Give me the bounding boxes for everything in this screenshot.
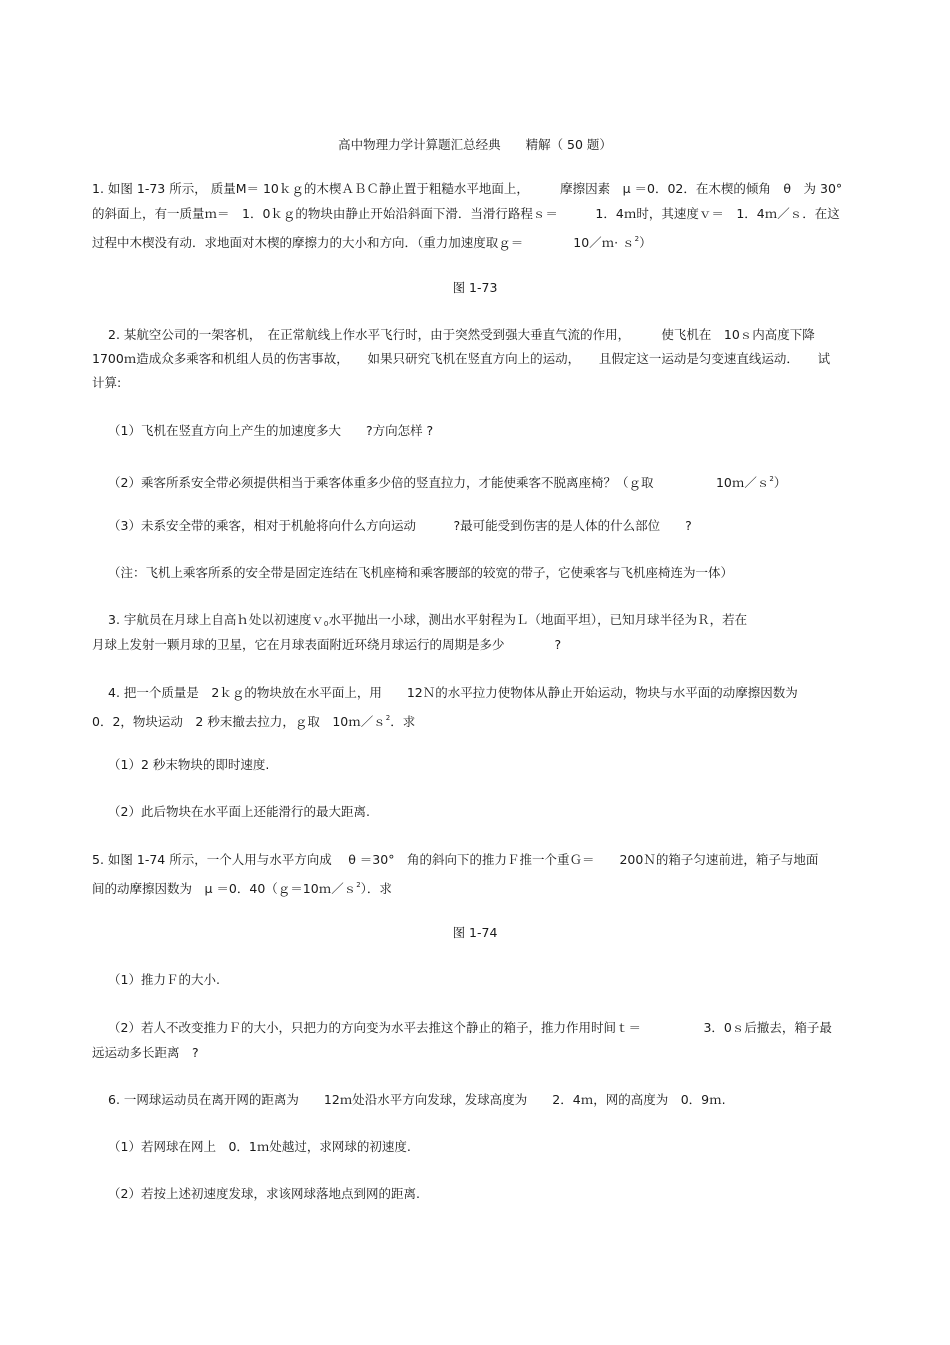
document-title: 高中物理力学计算题汇总经典 精解（ 50 题） [338, 137, 612, 152]
q6-sub-1: （1）若网球在网上 0．1ｍ处越过，求网球的初速度. [108, 1139, 411, 1154]
q1-line-1: 1. 如图 1-73 所示， 质量M＝ 10ｋｇ的木楔ＡＢＣ静止置于粗糙水平地面上， 摩擦因素 μ ＝0．02．在木楔的倾角 θ 为 30° [92, 181, 843, 196]
figure-caption-1-74: 图 1-74 [452, 925, 498, 940]
q1-line-3: 过程中木楔没有动．求地面对木楔的摩擦力的大小和方向．（重力加速度取ｇ＝ 10／ｍ· ｓ$^2$） [92, 235, 652, 250]
q5-line-1: 5. 如图 1-74 所示，一个人用与水平方向成 θ ＝30° 角的斜向下的推力Ｆ推一个重Ｇ＝ 200Ｎ的箱子匀速前进，箱子与地面 [92, 852, 819, 867]
q3-line-1: 3. 宇航员在月球上自高ｈ处以初速度ｖ$_0$水平抛出一小球，测出水平射程为Ｌ（地面平坦），已知月球半径为Ｒ，若在 [108, 612, 748, 628]
q5-sub-2-line-1: （2）若人不改变推力Ｆ的大小，只把力的方向变为水平去推这个静止的箱子，推力作用时间ｔ＝ 3．0ｓ后撤去，箱子最 [108, 1020, 832, 1035]
q2-note: （注：飞机上乘客所系的安全带是固定连结在飞机座椅和乘客腰部的较宽的带子，它使乘客与飞机座椅连为一体） [108, 565, 734, 580]
q2-line-1: 2. 某航空公司的一架客机， 在正常航线上作水平飞行时，由于突然受到强大垂直气流的作用， 使飞机在 10ｓ内高度下降 [108, 327, 815, 342]
q2-sub-2: （2）乘客所系安全带必须提供相当于乘客体重多少倍的竖直拉力，才能使乘客不脱离座椅？（ｇ取 10ｍ／ｓ$^2$） [108, 475, 787, 490]
q5-sub-1: （1）推力Ｆ的大小. [108, 972, 220, 987]
q5-sub-2-line-2: 远运动多长距离 ? [92, 1045, 199, 1060]
q3-line-2: 月球上发射一颗月球的卫星，它在月球表面附近环绕月球运行的周期是多少 ? [92, 637, 562, 652]
q2-sub-1: （1）飞机在竖直方向上产生的加速度多大 ?方向怎样 ? [108, 423, 434, 438]
q1-line-2: 的斜面上，有一质量ｍ＝ 1．0ｋｇ的物块由静止开始沿斜面下滑．当滑行路程ｓ＝ 1．4ｍ时，其速度ｖ＝ 1．4ｍ／ｓ．在这 [92, 206, 840, 221]
q5-line-2: 间的动摩擦因数为 μ ＝0．40（ｇ＝10ｍ／ｓ$^2$）．求 [92, 881, 392, 896]
figure-caption-1-73: 图 1-73 [452, 280, 498, 295]
q4-sub-2: （2）此后物块在水平面上还能滑行的最大距离. [108, 804, 370, 819]
q6-line-1: 6. 一网球运动员在离开网的距离为 12ｍ处沿水平方向发球，发球高度为 2．4ｍ，网的高度为 0．9ｍ. [108, 1092, 726, 1107]
q2-sub-3: （3）未系安全带的乘客，相对于机舱将向什么方向运动 ?最可能受到伤害的是人体的什么部位 ? [108, 518, 692, 533]
q2-line-2: 1700ｍ造成众多乘客和机组人员的伤害事故， 如果只研究飞机在竖直方向上的运动， 且假定这一运动是匀变速直线运动． 试 [92, 351, 831, 366]
q4-line-1: 4. 把一个质量是 2ｋｇ的物块放在水平面上，用 12Ｎ的水平拉力使物体从静止开始运动，物块与水平面的动摩擦因数为 [108, 685, 798, 700]
q4-sub-1: （1）2 秒末物块的即时速度. [108, 757, 270, 772]
q4-line-2: 0．2，物块运动 2 秒末撤去拉力，ｇ取 10ｍ／ｓ$^2$．求 [92, 714, 416, 729]
q6-sub-2: （2）若按上述初速度发球，求该网球落地点到网的距离. [108, 1186, 420, 1201]
q2-line-3: 计算: [92, 375, 122, 390]
